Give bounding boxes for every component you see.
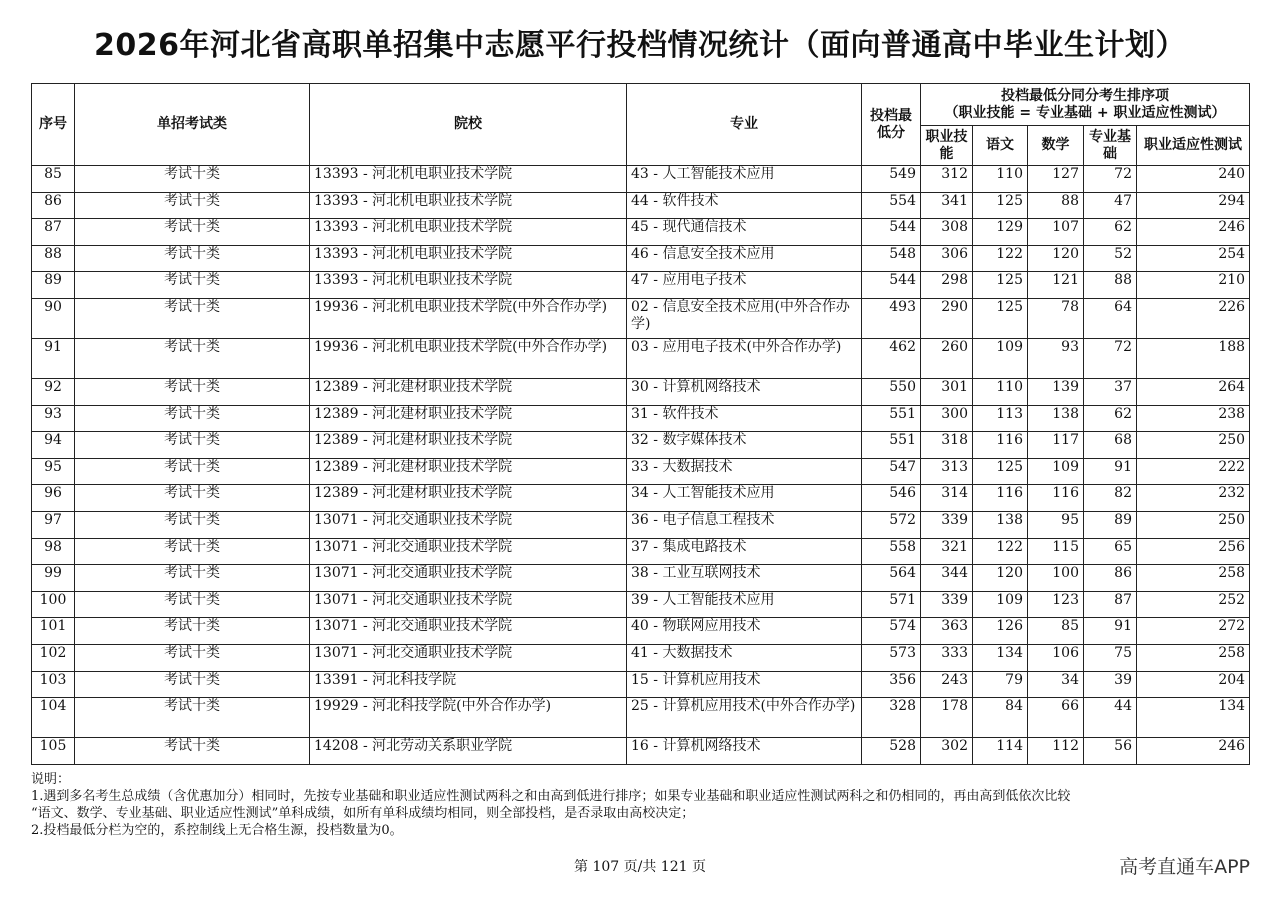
adapt-cell: 294: [1137, 192, 1250, 219]
exam-type-cell: 考试十类: [75, 485, 310, 512]
adapt-cell: 246: [1137, 738, 1250, 765]
min-score-cell: 551: [862, 432, 921, 459]
table-row: [32, 485, 1250, 512]
adapt-cell: 264: [1137, 378, 1250, 405]
min-score-cell: 554: [862, 192, 921, 219]
exam-type-cell: 考试十类: [75, 511, 310, 538]
school-cell: 12389 - 河北建材职业技术学院: [310, 405, 627, 432]
header-base: 专业基础: [1084, 126, 1137, 166]
math-cell: 109: [1028, 458, 1084, 485]
school-cell: 19936 - 河北机电职业技术学院(中外合作办学): [310, 338, 627, 378]
header-skill: 职业技能: [921, 126, 973, 166]
seq-cell: 89: [32, 272, 75, 299]
school-cell: 13071 - 河北交通职业技术学院: [310, 644, 627, 671]
math-cell: 115: [1028, 538, 1084, 565]
school-cell: 13393 - 河北机电职业技术学院: [310, 272, 627, 299]
math-cell: 127: [1028, 166, 1084, 193]
math-cell: 123: [1028, 591, 1084, 618]
school-cell: 12389 - 河北建材职业技术学院: [310, 378, 627, 405]
major-cell: 39 - 人工智能技术应用: [627, 591, 862, 618]
major-cell: 02 - 信息安全技术应用(中外合作办学): [627, 298, 862, 338]
base-cell: 88: [1084, 272, 1137, 299]
min-score-cell: 328: [862, 698, 921, 738]
table-row: [32, 671, 1250, 698]
min-score-cell: 548: [862, 245, 921, 272]
skill-cell: 339: [921, 591, 973, 618]
school-cell: 13393 - 河北机电职业技术学院: [310, 192, 627, 219]
min-score-cell: 564: [862, 565, 921, 592]
school-cell: 13071 - 河北交通职业技术学院: [310, 511, 627, 538]
major-cell: 31 - 软件技术: [627, 405, 862, 432]
major-cell: 38 - 工业互联网技术: [627, 565, 862, 592]
table-row: [32, 245, 1250, 272]
header-school: 院校: [310, 84, 627, 166]
base-cell: 82: [1084, 485, 1137, 512]
skill-cell: 298: [921, 272, 973, 299]
chinese-cell: 109: [973, 338, 1028, 378]
adapt-cell: 246: [1137, 219, 1250, 246]
base-cell: 72: [1084, 166, 1137, 193]
adapt-cell: 238: [1137, 405, 1250, 432]
math-cell: 117: [1028, 432, 1084, 459]
exam-type-cell: 考试十类: [75, 565, 310, 592]
exam-type-cell: 考试十类: [75, 618, 310, 645]
seq-cell: 93: [32, 405, 75, 432]
seq-cell: 96: [32, 485, 75, 512]
exam-type-cell: 考试十类: [75, 272, 310, 299]
min-score-cell: 572: [862, 511, 921, 538]
table-row: [32, 511, 1250, 538]
table-row: [32, 538, 1250, 565]
chinese-cell: 122: [973, 538, 1028, 565]
min-score-cell: 550: [862, 378, 921, 405]
exam-type-cell: 考试十类: [75, 298, 310, 338]
min-score-cell: 547: [862, 458, 921, 485]
math-cell: 107: [1028, 219, 1084, 246]
base-cell: 62: [1084, 405, 1137, 432]
min-score-cell: 462: [862, 338, 921, 378]
school-cell: 19936 - 河北机电职业技术学院(中外合作办学): [310, 298, 627, 338]
adapt-cell: 272: [1137, 618, 1250, 645]
major-cell: 47 - 应用电子技术: [627, 272, 862, 299]
seq-cell: 99: [32, 565, 75, 592]
skill-cell: 363: [921, 618, 973, 645]
min-score-cell: 574: [862, 618, 921, 645]
base-cell: 75: [1084, 644, 1137, 671]
chinese-cell: 110: [973, 378, 1028, 405]
exam-type-cell: 考试十类: [75, 378, 310, 405]
base-cell: 91: [1084, 618, 1137, 645]
skill-cell: 260: [921, 338, 973, 378]
school-cell: 13393 - 河北机电职业技术学院: [310, 245, 627, 272]
adapt-cell: 250: [1137, 511, 1250, 538]
school-cell: 13393 - 河北机电职业技术学院: [310, 219, 627, 246]
header-group: [921, 84, 1250, 126]
page-number: 第 107 页/共 121 页: [574, 859, 706, 875]
header-exam-type: 单招考试类: [75, 84, 310, 166]
skill-cell: 313: [921, 458, 973, 485]
min-score-cell: 551: [862, 405, 921, 432]
math-cell: 120: [1028, 245, 1084, 272]
min-score-cell: 573: [862, 644, 921, 671]
chinese-cell: 84: [973, 698, 1028, 738]
seq-cell: 105: [32, 738, 75, 765]
seq-cell: 98: [32, 538, 75, 565]
seq-cell: 100: [32, 591, 75, 618]
min-score-cell: 549: [862, 166, 921, 193]
header-seq: 序号: [32, 84, 75, 166]
min-score-cell: 544: [862, 272, 921, 299]
table-body: [32, 166, 1250, 765]
exam-type-cell: 考试十类: [75, 245, 310, 272]
table-row: [32, 458, 1250, 485]
math-cell: 95: [1028, 511, 1084, 538]
major-cell: 43 - 人工智能技术应用: [627, 166, 862, 193]
exam-type-cell: 考试十类: [75, 458, 310, 485]
base-cell: 39: [1084, 671, 1137, 698]
header-chinese: 语文: [973, 126, 1028, 166]
seq-cell: 102: [32, 644, 75, 671]
header-major: 专业: [627, 84, 862, 166]
seq-cell: 101: [32, 618, 75, 645]
adapt-cell: 258: [1137, 565, 1250, 592]
exam-type-cell: 考试十类: [75, 671, 310, 698]
major-cell: 32 - 数字媒体技术: [627, 432, 862, 459]
base-cell: 56: [1084, 738, 1137, 765]
header-group-title: 投档最低分同分考生排序项: [1001, 87, 1170, 104]
base-cell: 64: [1084, 298, 1137, 338]
adapt-cell: 222: [1137, 458, 1250, 485]
base-cell: 72: [1084, 338, 1137, 378]
major-cell: 40 - 物联网应用技术: [627, 618, 862, 645]
table-row: [32, 219, 1250, 246]
skill-cell: 341: [921, 192, 973, 219]
major-cell: 25 - 计算机应用技术(中外合作办学): [627, 698, 862, 738]
seq-cell: 92: [32, 378, 75, 405]
header-min-score: 投档最低分: [862, 84, 921, 166]
table-row: [32, 378, 1250, 405]
skill-cell: 306: [921, 245, 973, 272]
exam-type-cell: 考试十类: [75, 166, 310, 193]
math-cell: 100: [1028, 565, 1084, 592]
header-math: 数学: [1028, 126, 1084, 166]
adapt-cell: 258: [1137, 644, 1250, 671]
major-cell: 15 - 计算机应用技术: [627, 671, 862, 698]
exam-type-cell: 考试十类: [75, 698, 310, 738]
base-cell: 52: [1084, 245, 1137, 272]
base-cell: 89: [1084, 511, 1137, 538]
school-cell: 13071 - 河北交通职业技术学院: [310, 538, 627, 565]
math-cell: 88: [1028, 192, 1084, 219]
major-cell: 33 - 大数据技术: [627, 458, 862, 485]
major-cell: 03 - 应用电子技术(中外合作办学): [627, 338, 862, 378]
school-cell: 13071 - 河北交通职业技术学院: [310, 618, 627, 645]
base-cell: 37: [1084, 378, 1137, 405]
math-cell: 112: [1028, 738, 1084, 765]
school-cell: 13393 - 河北机电职业技术学院: [310, 166, 627, 193]
notes-line-1: 1.遇到多名考生总成绩（含优惠加分）相同时，先按专业基础和职业适应性测试两科之和由高到低进行排序；如果专业基础和职业适应性测试两科之和仍相同的，再由高到低依次比较: [31, 789, 1071, 804]
major-cell: 45 - 现代通信技术: [627, 219, 862, 246]
table-row: [32, 698, 1250, 738]
chinese-cell: 116: [973, 485, 1028, 512]
skill-cell: 318: [921, 432, 973, 459]
math-cell: 66: [1028, 698, 1084, 738]
chinese-cell: 138: [973, 511, 1028, 538]
exam-type-cell: 考试十类: [75, 644, 310, 671]
school-cell: 13071 - 河北交通职业技术学院: [310, 565, 627, 592]
chinese-cell: 125: [973, 272, 1028, 299]
chinese-cell: 79: [973, 671, 1028, 698]
notes-line-2: “语文、数学、专业基础、职业适应性测试”单科成绩，如所有单科成绩均相同，则全部投档，是否录取由高校决定；: [31, 806, 695, 821]
skill-cell: 302: [921, 738, 973, 765]
table-row: [32, 272, 1250, 299]
seq-cell: 91: [32, 338, 75, 378]
base-cell: 87: [1084, 591, 1137, 618]
seq-cell: 88: [32, 245, 75, 272]
chinese-cell: 126: [973, 618, 1028, 645]
skill-cell: 344: [921, 565, 973, 592]
chinese-cell: 125: [973, 458, 1028, 485]
adapt-cell: 240: [1137, 166, 1250, 193]
adapt-cell: 210: [1137, 272, 1250, 299]
table-row: [32, 618, 1250, 645]
major-cell: 44 - 软件技术: [627, 192, 862, 219]
header-group-subtitle: （职业技能 = 专业基础 + 职业适应性测试）: [944, 104, 1226, 121]
skill-cell: 312: [921, 166, 973, 193]
seq-cell: 104: [32, 698, 75, 738]
chinese-cell: 113: [973, 405, 1028, 432]
chinese-cell: 122: [973, 245, 1028, 272]
math-cell: 106: [1028, 644, 1084, 671]
chinese-cell: 110: [973, 166, 1028, 193]
base-cell: 65: [1084, 538, 1137, 565]
min-score-cell: 544: [862, 219, 921, 246]
exam-type-cell: 考试十类: [75, 591, 310, 618]
base-cell: 47: [1084, 192, 1137, 219]
table-row: [32, 166, 1250, 193]
math-cell: 139: [1028, 378, 1084, 405]
seq-cell: 87: [32, 219, 75, 246]
skill-cell: 243: [921, 671, 973, 698]
base-cell: 44: [1084, 698, 1137, 738]
skill-cell: 301: [921, 378, 973, 405]
adapt-cell: 250: [1137, 432, 1250, 459]
school-cell: 12389 - 河北建材职业技术学院: [310, 458, 627, 485]
skill-cell: 178: [921, 698, 973, 738]
school-cell: 13071 - 河北交通职业技术学院: [310, 591, 627, 618]
math-cell: 78: [1028, 298, 1084, 338]
major-cell: 34 - 人工智能技术应用: [627, 485, 862, 512]
major-cell: 36 - 电子信息工程技术: [627, 511, 862, 538]
base-cell: 91: [1084, 458, 1137, 485]
major-cell: 30 - 计算机网络技术: [627, 378, 862, 405]
header-adapt: 职业适应性测试: [1137, 126, 1250, 166]
math-cell: 34: [1028, 671, 1084, 698]
brand-watermark: 高考直通车APP: [1119, 856, 1250, 878]
exam-type-cell: 考试十类: [75, 405, 310, 432]
notes-head: 说明：: [31, 772, 71, 787]
min-score-cell: 493: [862, 298, 921, 338]
exam-type-cell: 考试十类: [75, 219, 310, 246]
adapt-cell: 232: [1137, 485, 1250, 512]
chinese-cell: 125: [973, 298, 1028, 338]
table-row: [32, 565, 1250, 592]
seq-cell: 94: [32, 432, 75, 459]
min-score-cell: 546: [862, 485, 921, 512]
table-row: [32, 644, 1250, 671]
skill-cell: 290: [921, 298, 973, 338]
adapt-cell: 252: [1137, 591, 1250, 618]
school-cell: 12389 - 河北建材职业技术学院: [310, 485, 627, 512]
table-row: [32, 591, 1250, 618]
table-row: [32, 298, 1250, 338]
skill-cell: 333: [921, 644, 973, 671]
table-row: [32, 738, 1250, 765]
adapt-cell: 226: [1137, 298, 1250, 338]
skill-cell: 314: [921, 485, 973, 512]
adapt-cell: 256: [1137, 538, 1250, 565]
math-cell: 138: [1028, 405, 1084, 432]
notes: [31, 771, 1261, 839]
seq-cell: 103: [32, 671, 75, 698]
table-row: [32, 192, 1250, 219]
page-title: 2026年河北省高职单招集中志愿平行投档情况统计（面向普通高中毕业生计划）: [94, 28, 1186, 63]
adapt-cell: 134: [1137, 698, 1250, 738]
seq-cell: 90: [32, 298, 75, 338]
chinese-cell: 125: [973, 192, 1028, 219]
base-cell: 68: [1084, 432, 1137, 459]
chinese-cell: 114: [973, 738, 1028, 765]
adapt-cell: 204: [1137, 671, 1250, 698]
exam-type-cell: 考试十类: [75, 338, 310, 378]
chinese-cell: 109: [973, 591, 1028, 618]
min-score-cell: 528: [862, 738, 921, 765]
chinese-cell: 120: [973, 565, 1028, 592]
exam-type-cell: 考试十类: [75, 192, 310, 219]
min-score-cell: 558: [862, 538, 921, 565]
table-row: [32, 338, 1250, 378]
math-cell: 93: [1028, 338, 1084, 378]
exam-type-cell: 考试十类: [75, 432, 310, 459]
min-score-cell: 571: [862, 591, 921, 618]
table-row: [32, 405, 1250, 432]
table-row: [32, 432, 1250, 459]
min-score-cell: 356: [862, 671, 921, 698]
major-cell: 16 - 计算机网络技术: [627, 738, 862, 765]
seq-cell: 95: [32, 458, 75, 485]
math-cell: 85: [1028, 618, 1084, 645]
chinese-cell: 129: [973, 219, 1028, 246]
skill-cell: 308: [921, 219, 973, 246]
chinese-cell: 134: [973, 644, 1028, 671]
school-cell: 12389 - 河北建材职业技术学院: [310, 432, 627, 459]
base-cell: 62: [1084, 219, 1137, 246]
school-cell: 14208 - 河北劳动关系职业学院: [310, 738, 627, 765]
seq-cell: 86: [32, 192, 75, 219]
skill-cell: 339: [921, 511, 973, 538]
seq-cell: 85: [32, 166, 75, 193]
school-cell: 19929 - 河北科技学院(中外合作办学): [310, 698, 627, 738]
base-cell: 86: [1084, 565, 1137, 592]
math-cell: 121: [1028, 272, 1084, 299]
exam-type-cell: 考试十类: [75, 538, 310, 565]
admission-table: [31, 83, 1250, 765]
math-cell: 116: [1028, 485, 1084, 512]
seq-cell: 97: [32, 511, 75, 538]
major-cell: 37 - 集成电路技术: [627, 538, 862, 565]
adapt-cell: 254: [1137, 245, 1250, 272]
adapt-cell: 188: [1137, 338, 1250, 378]
major-cell: 41 - 大数据技术: [627, 644, 862, 671]
exam-type-cell: 考试十类: [75, 738, 310, 765]
major-cell: 46 - 信息安全技术应用: [627, 245, 862, 272]
notes-line-3: 2.投档最低分栏为空的，系控制线上无合格生源，投档数量为0。: [31, 823, 403, 838]
skill-cell: 321: [921, 538, 973, 565]
skill-cell: 300: [921, 405, 973, 432]
chinese-cell: 116: [973, 432, 1028, 459]
school-cell: 13391 - 河北科技学院: [310, 671, 627, 698]
